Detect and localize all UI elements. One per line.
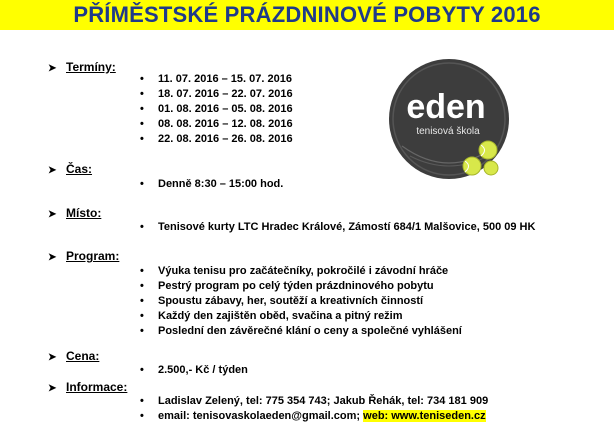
arrow-bullet-icon: ➤ (48, 165, 57, 176)
list-item: • 08. 08. 2016 – 12. 08. 2016 (136, 117, 293, 132)
list-item: • 18. 07. 2016 – 22. 07. 2016 (136, 87, 293, 102)
tennis-ball-icon (479, 141, 497, 159)
section-label-misto: ➤ Místo: (48, 206, 102, 220)
arrow-bullet-icon: ➤ (48, 209, 57, 220)
web-link[interactable]: web: www.teniseden.cz (363, 410, 486, 422)
eden-logo (388, 58, 510, 180)
list-item: • Poslední den závěrečné klání o ceny a společné vyhlášení (136, 324, 462, 339)
tennis-ball-icon (463, 157, 481, 175)
list-item: • 01. 08. 2016 – 05. 08. 2016 (136, 102, 293, 117)
logo-brand: eden (406, 88, 486, 126)
tennis-ball-icon (484, 161, 498, 175)
list-item: • Výuka tenisu pro začátečníky, pokročilé i závodní hráče (136, 264, 462, 279)
section-label-informace: ➤ Informace: (48, 380, 128, 394)
arrow-bullet-icon: ➤ (48, 383, 57, 394)
arrow-bullet-icon: ➤ (48, 252, 57, 263)
terminy-list (136, 72, 293, 147)
program-list (136, 264, 462, 339)
cena-list (136, 363, 248, 378)
list-item: • Denně 8:30 – 15:00 hod. (136, 177, 283, 192)
list-item: • 22. 08. 2016 – 26. 08. 2016 (136, 132, 293, 147)
misto-list (136, 220, 535, 235)
arrow-bullet-icon: ➤ (48, 63, 57, 74)
arrow-bullet-icon: ➤ (48, 352, 57, 363)
contact-line: • Ladislav Zelený, tel: 775 354 743; Jakub Řehák, tel: 734 181 909 (136, 394, 488, 409)
email-text[interactable]: email: tenisovaskolaeden@gmail.com; (158, 410, 361, 422)
list-item: • 2.500,- Kč / týden (136, 363, 248, 378)
cas-list (136, 177, 283, 192)
list-item: • Tenisové kurty LTC Hradec Králové, Zámostí 684/1 Malšovice, 500 09 HK (136, 220, 535, 235)
informace-list (136, 394, 488, 424)
section-label-cena: ➤ Cena: (48, 349, 100, 363)
email-line (136, 409, 488, 424)
list-item: • Každý den zajištěn oběd, svačina a pitný režim (136, 309, 462, 324)
page-title: PŘÍMĚSTSKÉ PRÁZDNINOVÉ POBYTY 2016 (73, 2, 541, 27)
logo-subtitle: tenisová škola (416, 126, 480, 137)
section-label-cas: ➤ Čas: (48, 162, 93, 176)
list-item: • Spoustu zábavy, her, soutěží a kreativních činností (136, 294, 462, 309)
section-label-program: ➤ Program: (48, 249, 120, 263)
list-item: • 11. 07. 2016 – 15. 07. 2016 (136, 72, 293, 87)
section-label-terminy: ➤ Termíny: (48, 60, 116, 74)
list-item: • Pestrý program po celý týden prázdninového pobytu (136, 279, 462, 294)
